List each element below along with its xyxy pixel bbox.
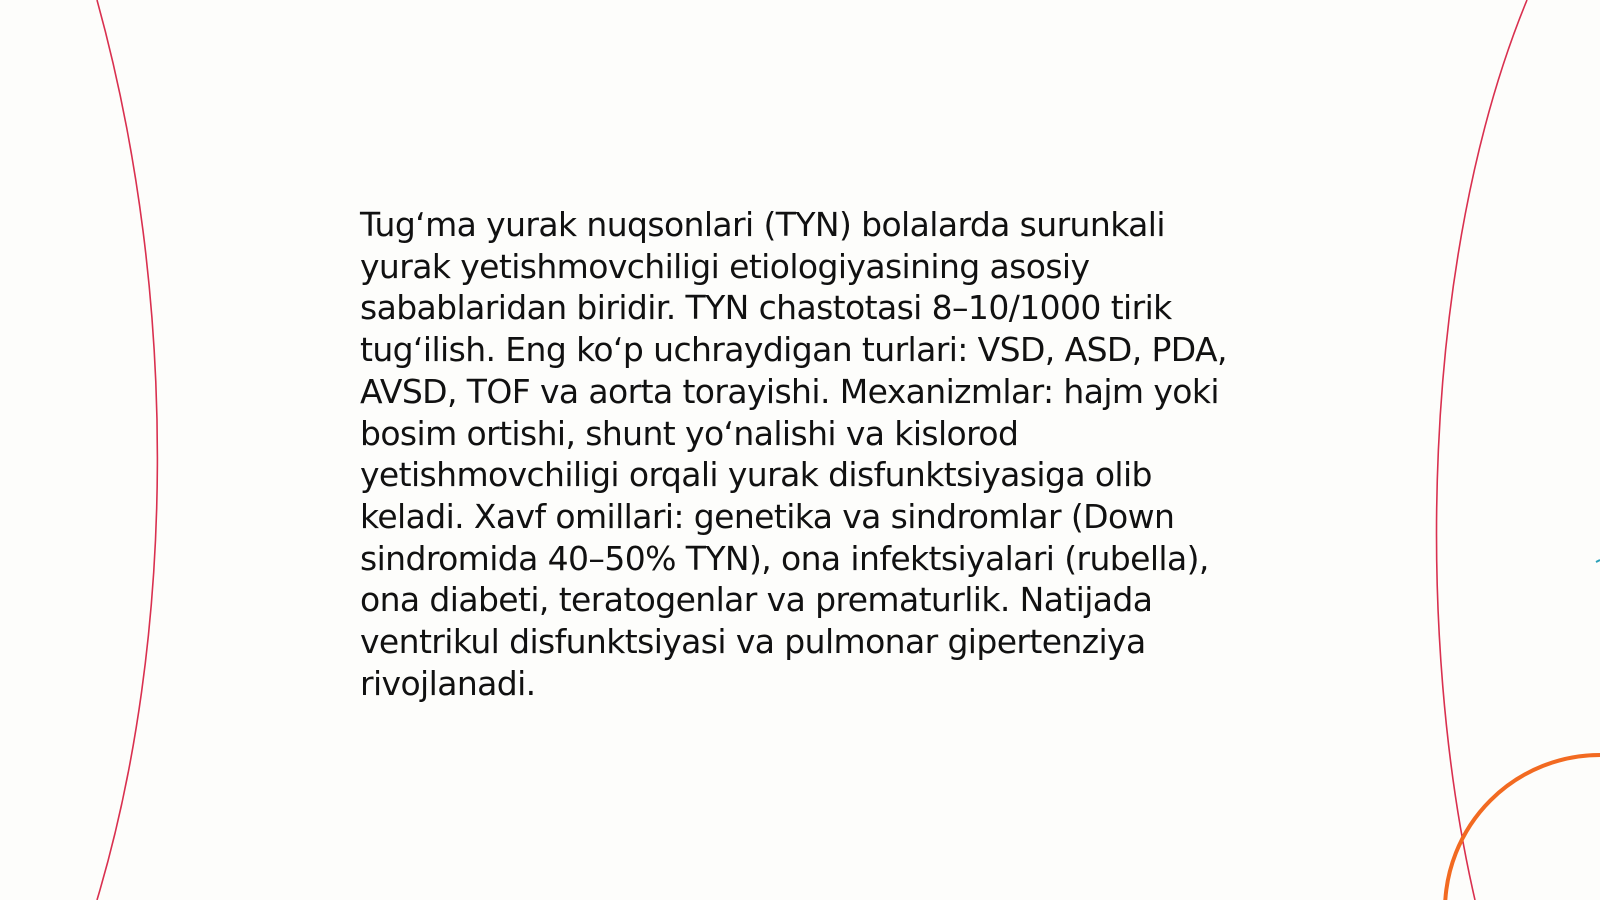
right-decorative-arc	[1437, 0, 1527, 900]
left-decorative-arc	[97, 0, 157, 900]
body-text: Tug‘ma yurak nuqsonlari (TYN) bolalarda surunkali yurak yetishmovchiligi etiologiyasining asosiy sabablaridan biridir. TYN chastotasi 8–10/1000 tirik tug‘ilish. Eng ko‘p uchraydigan turlari: VSD, ASD, PDA, AVSD, TOF va aorta torayishi. Mexanizmlar: hajm yoki bosim ortishi, shunt yo‘nalishi va kislorod yetishmovchiligi orqali yurak disfunktsiyasiga olib keladi. Xavf omillari: genetika va sindromlar (Down sindromida 40–50% TYN), ona infektsiyalari (rubella), ona diabeti, teratogenlar va prematurlik. Natijada ventrikul disfunktsiyasi va pulmonar gipertenziya rivojlanadi.	[360, 205, 1227, 703]
teal-edge-mark	[1596, 560, 1600, 562]
orange-circle-outline	[1445, 755, 1600, 900]
